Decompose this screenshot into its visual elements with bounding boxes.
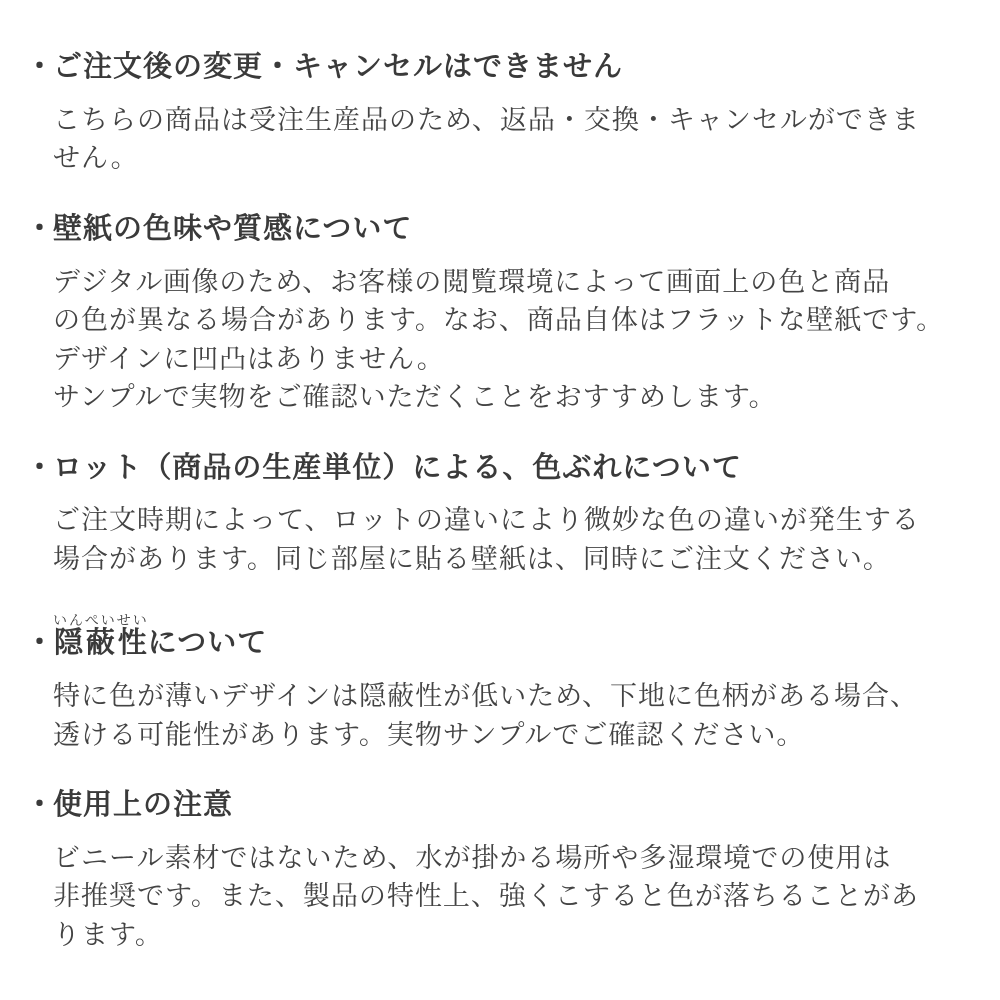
section-usage-caution (25, 788, 970, 954)
body-line: ご注文時期によって、ロットの違いにより微妙な色の違いが発生する (53, 505, 920, 536)
ruby-annotation (53, 612, 149, 660)
body-line: デジタル画像のため、お客様の閲覧環境によって画面上の色と商品 (53, 266, 891, 297)
section-heading (25, 50, 970, 85)
section-title: ご注文後の変更・キャンセルはできません (53, 51, 624, 83)
section-color-texture (25, 212, 970, 417)
section-heading (25, 451, 970, 486)
body-line: デザインに凹凸はありません。 (53, 343, 445, 374)
body-line: 特に色が薄いデザインは隠蔽性が低いため、下地に色柄がある場合、 (53, 681, 919, 712)
bullet-marker: ・ (25, 451, 55, 484)
body-line: ります。 (53, 919, 163, 950)
section-body (53, 263, 970, 417)
bullet-marker: ・ (25, 789, 55, 822)
section-body (53, 677, 970, 754)
section-body (53, 839, 970, 955)
ruby-base-text: 隠蔽性 (53, 627, 149, 660)
section-title-suffix: について (147, 627, 268, 660)
body-line: 透ける可能性があります。実物サンプルでご確認ください。 (53, 719, 805, 750)
body-line: せん。 (53, 143, 139, 174)
section-title (53, 612, 267, 661)
section-lot-color-variation (25, 451, 970, 579)
body-line: サンプルで実物をご確認いただくことをおすすめします。 (53, 382, 777, 413)
body-line: の色が異なる場合があります。なお、商品自体はフラットな壁紙です。 (53, 305, 945, 336)
body-line: 非推奨です。また、製品の特性上、強くこすると色が落ちることがあ (53, 881, 919, 912)
section-heading (25, 612, 970, 661)
section-title: 使用上の注意 (53, 789, 234, 822)
section-title: 壁紙の色味や質感について (53, 212, 413, 245)
body-line: 場合があります。同じ部屋に貼る壁紙は、同時にご注文ください。 (53, 543, 891, 574)
bullet-marker: ・ (25, 627, 55, 660)
furigana-text: いんぺいせい (53, 612, 149, 629)
section-opacity (25, 612, 970, 754)
section-body (53, 501, 970, 578)
section-order-cancel (25, 50, 970, 178)
bullet-marker: ・ (25, 51, 55, 83)
section-heading (25, 788, 970, 823)
section-title: ロット（商品の生産単位）による、色ぶれについて (53, 451, 742, 484)
body-line: ビニール素材ではないため、水が掛かる場所や多湿環境での使用は (53, 842, 892, 873)
section-heading (25, 212, 970, 247)
section-body (53, 101, 970, 178)
body-line: こちらの商品は受注生産品のため、返品・交換・キャンセルができま (53, 104, 920, 135)
bullet-marker: ・ (25, 212, 55, 245)
